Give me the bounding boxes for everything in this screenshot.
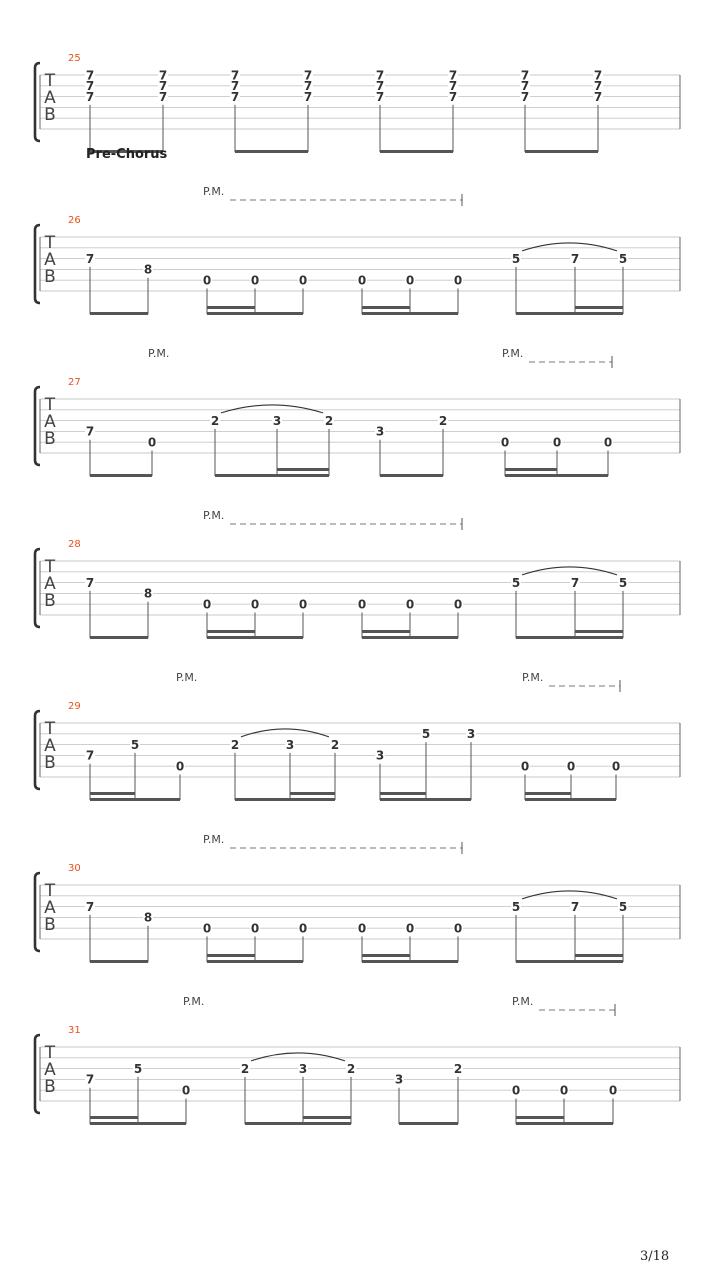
- tab-system-28: [35, 509, 680, 639]
- slur: [241, 729, 329, 737]
- measure-number: 26: [68, 215, 81, 226]
- fret-number: 7: [158, 89, 168, 104]
- tab-system-29: [35, 671, 680, 801]
- beam: [516, 636, 623, 639]
- beam: [525, 798, 616, 801]
- measure-number: 28: [68, 539, 81, 550]
- fret-number: 2: [438, 413, 448, 428]
- beam: [362, 312, 458, 315]
- fret-number: 0: [520, 759, 530, 774]
- fret-number: 3: [375, 748, 385, 763]
- tab-clef-letter: B: [44, 591, 56, 611]
- fret-number: 7: [593, 79, 603, 94]
- tab-system-31: [35, 995, 680, 1125]
- section-label: Pre-Chorus: [86, 147, 168, 162]
- beam: [235, 150, 308, 153]
- fret-number: 0: [611, 759, 621, 774]
- fret-number: 7: [570, 899, 580, 914]
- tab-system-25: [35, 53, 680, 153]
- tab-clef-letter: A: [44, 574, 56, 594]
- secondary-beam: [90, 792, 135, 795]
- palm-mute-label: P.M.: [203, 509, 225, 522]
- fret-number: 2: [346, 1061, 356, 1076]
- beam: [525, 150, 598, 153]
- fret-number: 7: [520, 89, 530, 104]
- secondary-beam: [207, 954, 255, 957]
- fret-number: 7: [303, 68, 313, 83]
- fret-number: 5: [618, 575, 628, 590]
- tab-clef-letter: B: [44, 1077, 56, 1097]
- fret-number: 8: [143, 910, 153, 925]
- fret-number: 5: [511, 575, 521, 590]
- beam: [245, 1122, 351, 1125]
- fret-number: 7: [448, 68, 458, 83]
- fret-number: 2: [453, 1061, 463, 1076]
- fret-number: 0: [250, 921, 260, 936]
- tab-clef-letter: A: [44, 736, 56, 756]
- system-bracket: [35, 225, 40, 303]
- fret-number: 0: [511, 1083, 521, 1098]
- secondary-beam: [207, 306, 255, 309]
- slur: [221, 405, 323, 413]
- beam: [380, 798, 471, 801]
- fret-number: 7: [303, 79, 313, 94]
- palm-mute-label: P.M.: [522, 671, 544, 684]
- system-bracket: [35, 1035, 40, 1113]
- fret-number: 7: [85, 68, 95, 83]
- beam: [215, 474, 329, 477]
- tab-clef-letter: B: [44, 915, 56, 935]
- fret-number: 2: [210, 413, 220, 428]
- secondary-beam: [575, 306, 623, 309]
- palm-mute-label: P.M.: [512, 995, 534, 1008]
- fret-number: 0: [566, 759, 576, 774]
- fret-number: 2: [230, 737, 240, 752]
- tab-clef-letter: A: [44, 898, 56, 918]
- secondary-beam: [303, 1116, 351, 1119]
- tab-clef-letter: T: [44, 233, 56, 253]
- fret-number: 2: [240, 1061, 250, 1076]
- system-bracket: [35, 873, 40, 951]
- secondary-beam: [362, 630, 410, 633]
- fret-number: 5: [511, 899, 521, 914]
- fret-number: 0: [405, 597, 415, 612]
- beam: [516, 960, 623, 963]
- fret-number: 8: [143, 262, 153, 277]
- measure-number: 30: [68, 863, 81, 874]
- fret-number: 2: [324, 413, 334, 428]
- page-number: 3/18: [640, 1249, 670, 1264]
- fret-number: 0: [175, 759, 185, 774]
- system-bracket: [35, 711, 40, 789]
- fret-number: 7: [570, 251, 580, 266]
- fret-number: 7: [85, 89, 95, 104]
- secondary-beam: [505, 468, 557, 471]
- fret-number: 0: [357, 921, 367, 936]
- secondary-beam: [516, 1116, 564, 1119]
- tab-clef-letter: T: [44, 395, 56, 415]
- fret-number: 7: [85, 251, 95, 266]
- tab-system-27: [35, 347, 680, 477]
- beam: [516, 1122, 613, 1125]
- fret-number: 3: [298, 1061, 308, 1076]
- fret-number: 7: [158, 68, 168, 83]
- fret-number: 0: [357, 597, 367, 612]
- fret-number: 0: [608, 1083, 618, 1098]
- secondary-beam: [362, 954, 410, 957]
- secondary-beam: [575, 630, 623, 633]
- secondary-beam: [575, 954, 623, 957]
- fret-number: 7: [85, 748, 95, 763]
- fret-number: 0: [603, 435, 613, 450]
- tab-clef-letter: B: [44, 267, 56, 287]
- fret-number: 7: [593, 89, 603, 104]
- fret-number: 0: [453, 921, 463, 936]
- fret-number: 5: [618, 899, 628, 914]
- fret-number: 0: [357, 273, 367, 288]
- fret-number: 7: [448, 89, 458, 104]
- fret-number: 7: [158, 79, 168, 94]
- palm-mute-label: P.M.: [203, 833, 225, 846]
- secondary-beam: [90, 1116, 138, 1119]
- fret-number: 0: [202, 921, 212, 936]
- tab-clef-letter: B: [44, 429, 56, 449]
- beam: [90, 474, 152, 477]
- fret-number: 5: [511, 251, 521, 266]
- secondary-beam: [207, 630, 255, 633]
- fret-number: 0: [202, 273, 212, 288]
- fret-number: 7: [230, 89, 240, 104]
- beam: [516, 312, 623, 315]
- fret-number: 5: [618, 251, 628, 266]
- slur: [522, 567, 617, 575]
- fret-number: 7: [85, 424, 95, 439]
- beam: [90, 312, 148, 315]
- fret-number: 5: [130, 737, 140, 752]
- fret-number: 3: [466, 727, 476, 742]
- system-bracket: [35, 549, 40, 627]
- tab-clef-letter: B: [44, 753, 56, 773]
- measure-number: 25: [68, 53, 81, 64]
- palm-mute-label: P.M.: [183, 995, 205, 1008]
- beam: [235, 798, 335, 801]
- fret-number: 0: [250, 597, 260, 612]
- beam: [207, 312, 303, 315]
- fret-number: 7: [570, 575, 580, 590]
- fret-number: 2: [330, 737, 340, 752]
- fret-number: 7: [85, 79, 95, 94]
- fret-number: 0: [298, 273, 308, 288]
- tab-clef-letter: T: [44, 1043, 56, 1063]
- tab-clef-letter: A: [44, 250, 56, 270]
- fret-number: 7: [520, 68, 530, 83]
- beam: [207, 960, 303, 963]
- fret-number: 3: [375, 424, 385, 439]
- beam: [399, 1122, 458, 1125]
- fret-number: 0: [500, 435, 510, 450]
- secondary-beam: [380, 792, 426, 795]
- fret-number: 7: [375, 68, 385, 83]
- measure-number: 27: [68, 377, 81, 388]
- fret-number: 7: [85, 1072, 95, 1087]
- beam: [90, 798, 180, 801]
- beam: [207, 636, 303, 639]
- beam: [90, 1122, 186, 1125]
- fret-number: 0: [453, 597, 463, 612]
- beam: [505, 474, 608, 477]
- tab-clef-letter: A: [44, 88, 56, 108]
- fret-number: 5: [421, 727, 431, 742]
- fret-number: 8: [143, 586, 153, 601]
- slur: [522, 891, 617, 899]
- tab-clef-letter: T: [44, 881, 56, 901]
- fret-number: 7: [448, 79, 458, 94]
- fret-number: 0: [181, 1083, 191, 1098]
- fret-number: 0: [298, 597, 308, 612]
- fret-number: 0: [405, 273, 415, 288]
- tab-clef-letter: B: [44, 105, 56, 125]
- fret-number: 7: [85, 575, 95, 590]
- secondary-beam: [362, 306, 410, 309]
- palm-mute-label: P.M.: [148, 347, 170, 360]
- slur: [251, 1053, 345, 1061]
- fret-number: 5: [133, 1061, 143, 1076]
- tab-system-26: [35, 147, 680, 315]
- fret-number: 7: [85, 899, 95, 914]
- beam: [90, 636, 148, 639]
- fret-number: 0: [453, 273, 463, 288]
- fret-number: 0: [147, 435, 157, 450]
- beam: [362, 636, 458, 639]
- beam: [90, 960, 148, 963]
- fret-number: 7: [593, 68, 603, 83]
- fret-number: 0: [250, 273, 260, 288]
- fret-number: 7: [230, 79, 240, 94]
- fret-number: 0: [405, 921, 415, 936]
- fret-number: 7: [375, 89, 385, 104]
- palm-mute-label: P.M.: [176, 671, 198, 684]
- tab-clef-letter: A: [44, 1060, 56, 1080]
- system-bracket: [35, 63, 40, 141]
- beam: [362, 960, 458, 963]
- secondary-beam: [525, 792, 571, 795]
- system-bracket: [35, 387, 40, 465]
- tab-clef-letter: A: [44, 412, 56, 432]
- slur: [522, 243, 617, 251]
- secondary-beam: [277, 468, 329, 471]
- fret-number: 0: [552, 435, 562, 450]
- fret-number: 3: [285, 737, 295, 752]
- tab-clef-letter: T: [44, 719, 56, 739]
- beam: [380, 150, 453, 153]
- beam: [380, 474, 443, 477]
- fret-number: 7: [303, 89, 313, 104]
- fret-number: 7: [375, 79, 385, 94]
- palm-mute-label: P.M.: [203, 185, 225, 198]
- fret-number: 3: [394, 1072, 404, 1087]
- measure-number: 31: [68, 1025, 81, 1036]
- measure-number: 29: [68, 701, 81, 712]
- fret-number: 0: [298, 921, 308, 936]
- fret-number: 7: [230, 68, 240, 83]
- palm-mute-label: P.M.: [502, 347, 524, 360]
- fret-number: 0: [559, 1083, 569, 1098]
- tab-system-30: [35, 833, 680, 963]
- tab-clef-letter: T: [44, 557, 56, 577]
- tab-clef-letter: T: [44, 71, 56, 91]
- fret-number: 3: [272, 413, 282, 428]
- fret-number: 7: [520, 79, 530, 94]
- secondary-beam: [290, 792, 335, 795]
- fret-number: 0: [202, 597, 212, 612]
